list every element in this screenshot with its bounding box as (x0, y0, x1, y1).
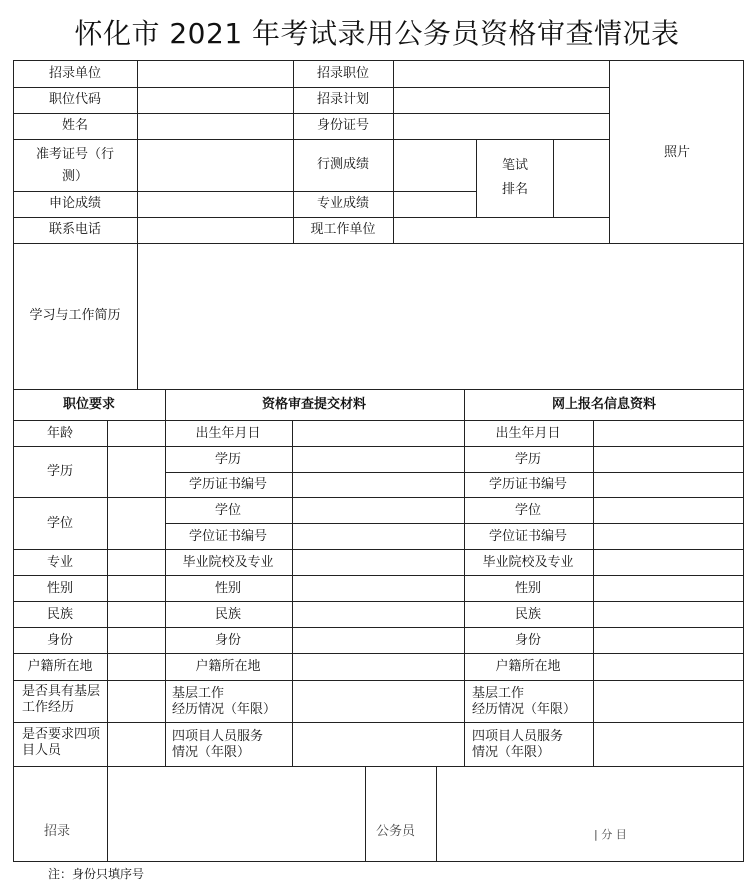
req-degree: 学位 (46, 516, 74, 531)
req-major: 专业 (46, 555, 74, 570)
grid-line (13, 191, 476, 192)
req-four-projects: 是否要求四项目人员 (22, 727, 101, 758)
mat-school-major: 毕业院校及专业 (182, 555, 274, 570)
req-education: 学历 (46, 464, 74, 479)
grid-line (13, 139, 609, 140)
label-written-line2: 排名 (501, 182, 529, 197)
grid-line (593, 420, 594, 766)
grid-line (13, 653, 744, 654)
label-resume: 学习与工作简历 (29, 308, 121, 323)
grid-line (365, 766, 366, 862)
label-photo: 照片 (663, 145, 691, 160)
online-gender: 性别 (514, 581, 542, 596)
online-hukou: 户籍所在地 (495, 659, 561, 674)
grid-line (13, 217, 609, 218)
mat-ethnicity: 民族 (214, 607, 242, 622)
grid-line (165, 472, 744, 473)
label-ticket-line2: 测） (61, 169, 89, 184)
mat-edu-cert: 学历证书编号 (188, 477, 268, 492)
label-phone: 联系电话 (48, 222, 102, 237)
req-grassroots: 是否具有基层工作经历 (22, 684, 101, 715)
header-materials: 资格审查提交材料 (261, 397, 367, 412)
grid-line (13, 87, 609, 88)
mat-identity: 身份 (214, 633, 242, 648)
grid-line (13, 497, 744, 498)
online-grassroots-line1: 基层工作 (472, 686, 525, 701)
label-name: 姓名 (61, 118, 89, 133)
grid-line (13, 389, 744, 390)
mat-degree-cert: 学位证书编号 (188, 529, 268, 544)
grid-line (137, 60, 138, 389)
online-degree: 学位 (514, 503, 542, 518)
req-hukou: 户籍所在地 (27, 659, 93, 674)
online-birth: 出生年月日 (495, 426, 561, 441)
mat-grassroots-line1: 基层工作 (172, 686, 225, 701)
label-unit: 招录单位 (48, 66, 102, 81)
label-xingce-score: 行测成绩 (316, 157, 370, 172)
grid-line (464, 389, 465, 766)
bottom-civil-servant: 公务员 (376, 824, 416, 839)
grid-line (13, 601, 744, 602)
header-requirements: 职位要求 (62, 397, 116, 412)
grid-line (553, 139, 554, 217)
grid-line (13, 243, 744, 244)
label-position-code: 职位代码 (48, 92, 102, 107)
online-edu-cert: 学历证书编号 (488, 477, 568, 492)
label-shenlun-score: 申论成绩 (48, 196, 102, 211)
mat-birth: 出生年月日 (195, 426, 261, 441)
mat-education: 学历 (214, 452, 242, 467)
qualification-form-table (13, 60, 744, 862)
grid-line (292, 420, 293, 766)
label-ticket-line1: 准考证号（行 (35, 147, 115, 162)
bottom-recruit: 招录 (44, 824, 71, 839)
grid-line (13, 575, 744, 576)
grid-line (13, 722, 744, 723)
grid-line (13, 446, 744, 447)
mat-degree: 学位 (214, 503, 242, 518)
mat-four-line1: 四项目人员服务 (172, 729, 264, 744)
label-current-unit: 现工作单位 (310, 222, 376, 237)
grid-line (13, 420, 744, 421)
mat-hukou: 户籍所在地 (195, 659, 261, 674)
req-gender: 性别 (46, 581, 74, 596)
grid-line (436, 766, 437, 862)
online-grassroots-line2: 经历情况（年限） (472, 702, 577, 717)
online-degree-cert: 学位证书编号 (488, 529, 568, 544)
label-position: 招录职位 (316, 66, 370, 81)
online-four-line1: 四项目人员服务 (472, 729, 564, 744)
online-education: 学历 (514, 452, 542, 467)
grid-line (165, 523, 744, 524)
label-written-line1: 笔试 (501, 158, 529, 173)
footnote: 注：身份只填序号 (48, 867, 145, 881)
online-four-line2: 情况（年限） (472, 745, 551, 760)
online-school-major: 毕业院校及专业 (482, 555, 574, 570)
mat-four-line2: 情况（年限） (172, 745, 251, 760)
req-ethnicity: 民族 (46, 607, 74, 622)
mat-grassroots-line2: 经历情况（年限） (172, 702, 277, 717)
grid-line (13, 680, 744, 681)
grid-line (476, 139, 477, 217)
label-major-score: 专业成绩 (316, 196, 370, 211)
mat-gender: 性别 (214, 581, 242, 596)
req-age: 年龄 (46, 426, 74, 441)
grid-line (13, 766, 744, 767)
bottom-partial-text: | 分 目 (594, 828, 627, 841)
grid-line (165, 389, 166, 766)
label-plan: 招录计划 (316, 92, 370, 107)
label-id-number: 身份证号 (316, 118, 370, 133)
grid-line (107, 420, 108, 862)
grid-line (13, 549, 744, 550)
grid-line (609, 60, 610, 243)
header-online: 网上报名信息资料 (551, 397, 657, 412)
grid-line (393, 60, 394, 243)
online-identity: 身份 (514, 633, 542, 648)
req-identity: 身份 (46, 633, 74, 648)
grid-line (293, 60, 294, 243)
online-ethnicity: 民族 (514, 607, 542, 622)
grid-line (13, 627, 744, 628)
grid-line (13, 113, 609, 114)
page-title: 怀化市 2021 年考试录用公务员资格审查情况表 (74, 17, 680, 50)
